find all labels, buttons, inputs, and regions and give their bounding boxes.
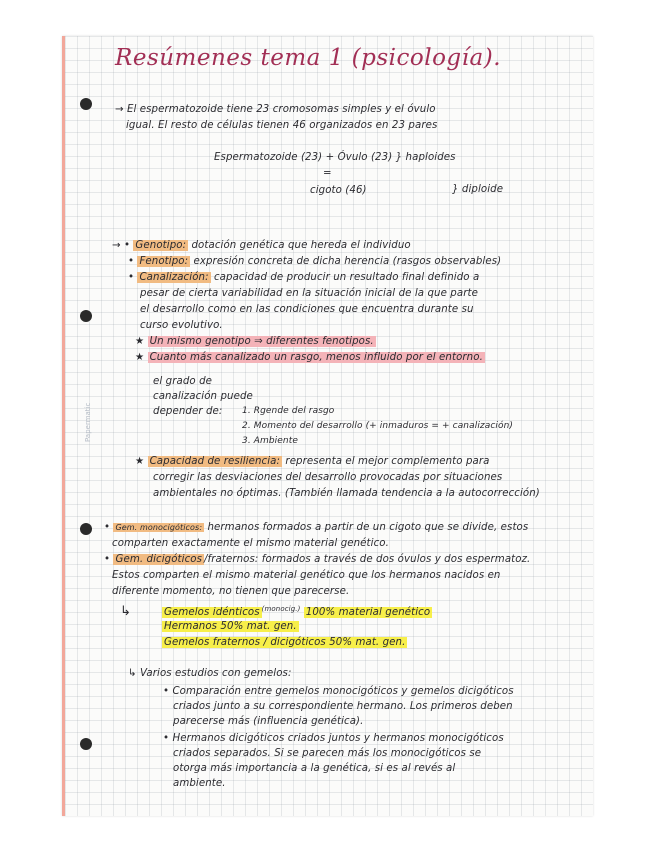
grado-item-1: 1. Rgende del rasgo xyxy=(242,406,335,416)
intro-line-1: → El espermatozoide tiene 23 cromosomas simples y el óvulo xyxy=(115,104,436,115)
grado-item-2: 2. Momento del desarrollo (+ inmaduros = + canalización) xyxy=(242,421,514,431)
def-fenotipo: • Fenotipo: expresión concreta de dicha herencia (rasgos observables) xyxy=(128,256,502,267)
estudios-b2-line-3: otorga más importancia a la genética, si es al revés al xyxy=(173,763,456,774)
grado-item-3: 3. Ambiente xyxy=(242,436,298,446)
def-canalizacion: • Canalización: capacidad de producir un resultado final definido a xyxy=(128,272,480,283)
grado-line-3: depender de: xyxy=(153,406,223,417)
canalizacion-text-3: el desarrollo como en las condiciones que encuentra durante su xyxy=(140,304,474,315)
gemelos-di-line-1: • Gem. dicigóticos /fraternos: formados a través de dos óvulos y dos espermatoz. xyxy=(104,554,531,565)
fenotipo-text: expresión concreta de dicha herencia (rasgos observables) xyxy=(193,256,502,267)
resiliencia-line-2: corregir las desviaciones del desarrollo provocadas por situaciones xyxy=(153,472,503,483)
estudios-b2-line-4: ambiente. xyxy=(173,778,226,789)
binder-hole xyxy=(80,523,92,535)
canalizacion-text-1: capacidad de producir un resultado final definido a xyxy=(213,272,480,283)
summary-row-2: Hermanos 50% mat. gen. xyxy=(164,621,297,632)
note-2: ★ Cuanto más canalizado un rasgo, menos influido por el entorno. xyxy=(135,352,483,363)
grado-line-2: canalización puede xyxy=(153,391,253,402)
gemelos-di-line-3: diferente momento, no tienen que parecerse. xyxy=(112,586,350,597)
binder-hole xyxy=(80,98,92,110)
estudios-b1-line-2: criados junto a su correspondiente hermano. Los primeros deben xyxy=(173,701,513,712)
grado-line-1: el grado de xyxy=(153,376,213,387)
formula-equals: = xyxy=(323,168,332,179)
page-title: Resúmenes tema 1 (psicología). xyxy=(115,45,501,71)
intro-line-2: igual. El resto de células tienen 46 organizados en 23 pares xyxy=(126,120,438,131)
canalizacion-text-2: pesar de cierta variabilidad en la situación inicial de la que parte xyxy=(140,288,478,299)
estudios-heading: ↳ Varios estudios con gemelos: xyxy=(128,668,292,679)
binder-hole xyxy=(80,738,92,750)
estudios-b2-line-1: • Hermanos dicigóticos criados juntos y hermanos monocigóticos xyxy=(163,733,504,744)
summary-row-1: Gemelos idénticos $^{(monocig.)}$ 100% material genético xyxy=(164,605,431,619)
resiliencia-line-3: ambientales no óptimas. (También llamada tendencia a la autocorrección) xyxy=(153,488,540,499)
page-brand-stamp: Papermatic xyxy=(84,402,92,442)
formula-line-1: Espermatozoide (23) + Óvulo (23) } haploides xyxy=(214,152,456,163)
gemelos-mono-line-2: comparten exactamente el mismo material genético. xyxy=(112,538,389,549)
estudios-b1-line-1: • Comparación entre gemelos monocigóticos y gemelos dicigóticos xyxy=(163,686,514,697)
formula-line-2: cigoto (46) xyxy=(310,185,367,196)
canalizacion-text-4: curso evolutivo. xyxy=(140,320,223,331)
summary-row-3: Gemelos fraternos / dicigóticos 50% mat. gen. xyxy=(164,637,406,648)
binder-hole xyxy=(80,310,92,322)
genotipo-term: Genotipo: xyxy=(135,240,187,251)
estudios-b1-line-3: parecerse más (influencia genética). xyxy=(173,716,364,727)
estudios-b2-line-2: criados separados. Si se parecen más los monocigóticos se xyxy=(173,748,482,759)
genotipo-text: dotación genética que hereda el individuo xyxy=(191,240,411,251)
gemelos-di-line-2: Estos comparten el mismo material genético que los hermanos nacidos en xyxy=(112,570,501,581)
canalizacion-term: Canalización: xyxy=(139,272,209,283)
note-1: ★ Un mismo genotipo ⇒ diferentes fenotipos. xyxy=(135,336,374,347)
summary-arrow-icon: ↳ xyxy=(120,604,131,619)
gemelos-mono-line-1: • Gem. monocigóticos: hermanos formados a partir de un cigoto que se divide, estos xyxy=(104,522,529,533)
def-genotipo: → • Genotipo: dotación genética que hereda el individuo xyxy=(112,240,411,251)
formula-diploid: } diploide xyxy=(452,184,504,195)
resiliencia-line-1: ★ Capacidad de resiliencia: representa el mejor complemento para xyxy=(135,456,490,467)
fenotipo-term: Fenotipo: xyxy=(139,256,189,267)
